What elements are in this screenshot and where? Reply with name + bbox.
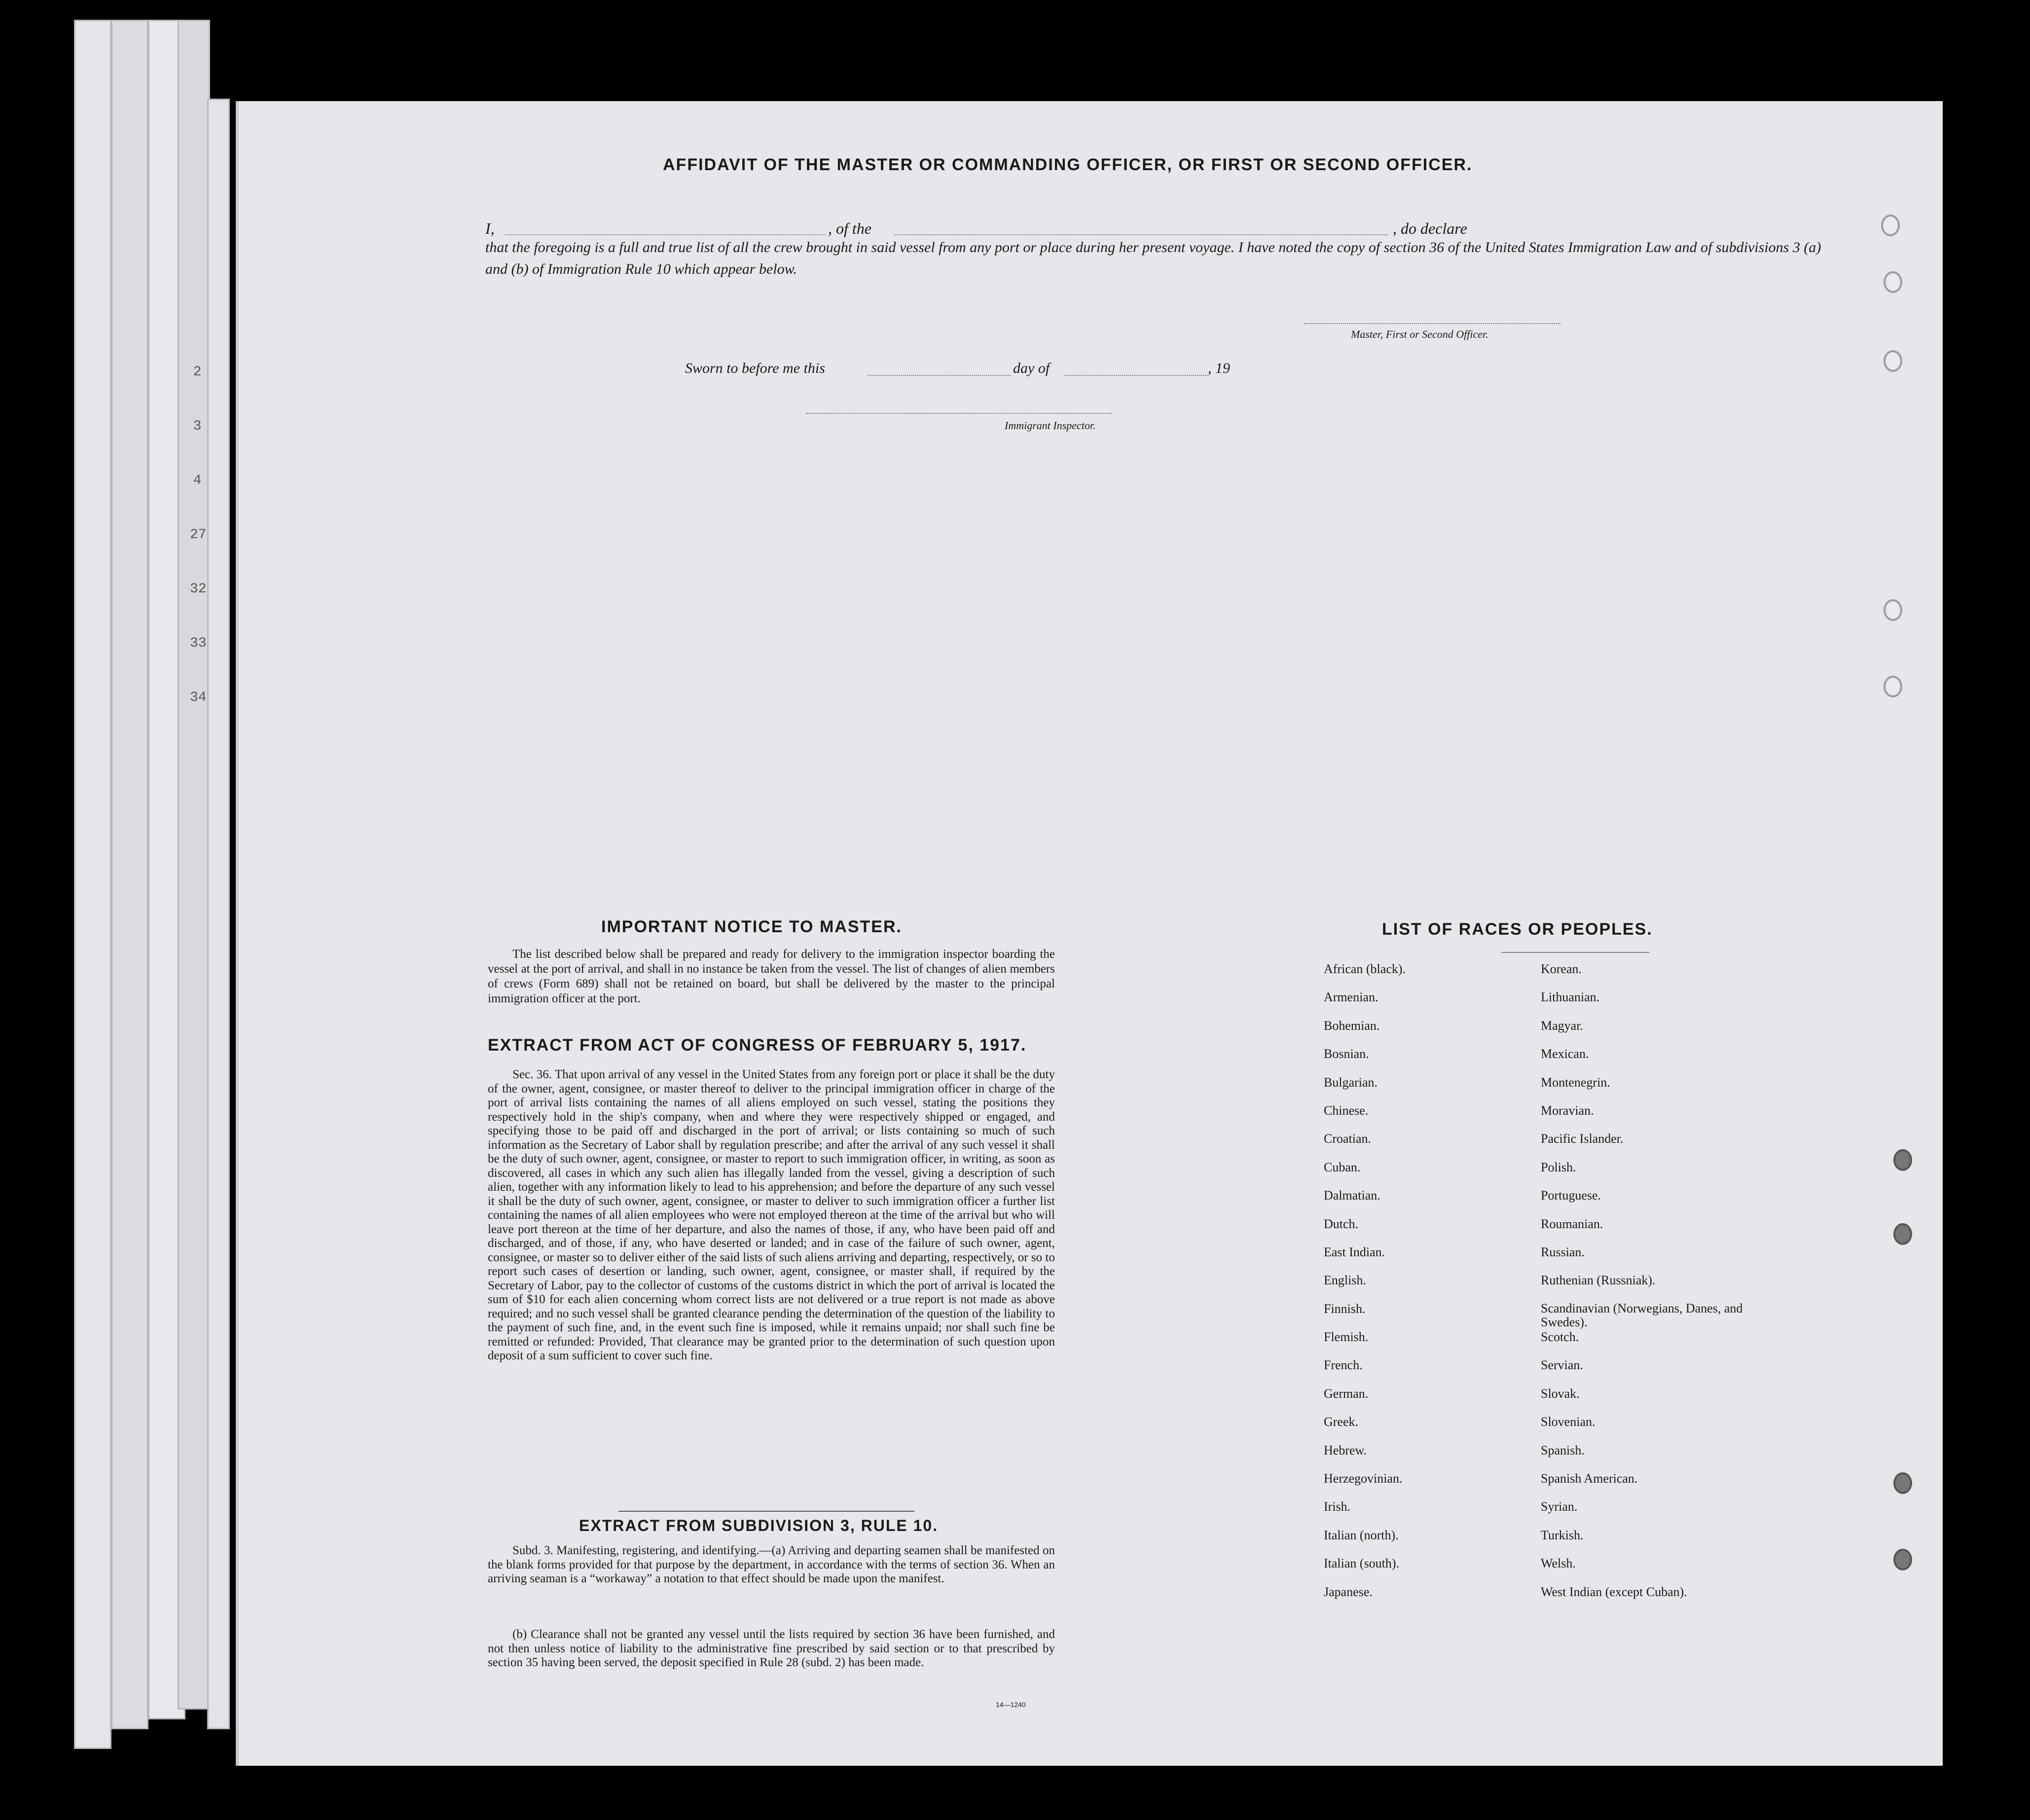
race-item: Lithuanian. (1541, 990, 1600, 1005)
page-stack-edge (178, 20, 210, 1710)
page-stack-edge (207, 99, 230, 1729)
margin-digit: 2 (193, 364, 202, 380)
race-item: Italian (north). (1324, 1528, 1399, 1542)
signature-label: Master, First or Second Officer. (1351, 328, 1488, 340)
race-item: Welsh. (1541, 1556, 1576, 1571)
punch-hole-icon (1893, 1472, 1912, 1494)
races-column-1 (1324, 962, 1406, 1613)
affidavit-declaration-line (485, 219, 1817, 239)
extract-act-text: Sec. 36. That upon arrival of any vessel in the United States from any foreign port or place it shall be the duty of the owner, agent, consignee, or master thereof to deliver to the principal immigration officer in charge of the port of arrival lists containing the names of all aliens employed on such vessel, stating the positions they respectively hold in the ship's company, when and where they were respectively shipped or engaged, and specifying those to be paid off and discharged in the port of arrival; or lists containing so much of such information as the Secretary of Labor shall by regulation prescribe; and after the arrival of any such vessel it shall be the duty of such owner, agent, consignee, or master to report to such immigration officer, in writing, as soon as discovered, all cases in which any such alien has illegally landed from the vessel, giving a description of such alien, together with any information likely to lead to his apprehension; and before the departure of any such vessel it shall be the duty of such owner, agent, consignee, or master to deliver to such immigration officer a further list containing the names of all alien employees who were not employed thereon at the time of the arrival but who will leave port thereon at the time of her departure, and also the names of those, if any, who have been paid off and discharged, and of those, if any, who have deserted or landed; and in case of the failure of such owner, agent, consignee, or master so to deliver either of the said lists of such aliens arriving and departing, respectively, or so to report such cases of desertion or landing, such owner, agent, consignee, or master shall, if required by the Secretary of Labor, pay to the collector of customs of the customs district in which the port of arrival is located the sum of $10 for each alien concerning whom correct lists are not delivered or a true report is not made as above required; and no such vessel shall be granted clearance pending the determination of the question of the liability to the payment of such fine, and, in the event such fine is imposed, while it remains unpaid; nor shall such fine be remitted or refunded: Provided, That clearance may be granted prior to the determination of such question upon deposit of a sum sufficient to cover such fine. (488, 1068, 1055, 1362)
races-column-2 (1541, 962, 1768, 1613)
punch-hole-icon (1893, 1149, 1912, 1171)
race-item: Slovenian. (1541, 1415, 1595, 1429)
race-item: Spanish American. (1541, 1471, 1638, 1486)
race-item: Polish. (1541, 1160, 1576, 1174)
punch-hole-icon (1884, 676, 1902, 697)
race-item: English. (1324, 1273, 1366, 1288)
race-item: Magyar. (1541, 1018, 1583, 1033)
vessel-name-field[interactable] (895, 234, 1388, 235)
race-item: Hebrew. (1324, 1443, 1367, 1457)
race-item: Greek. (1324, 1415, 1359, 1429)
margin-digit: 4 (193, 473, 202, 488)
race-item: Flemish. (1324, 1330, 1369, 1345)
inspector-signature-field[interactable] (806, 413, 1112, 414)
punch-hole-icon (1881, 215, 1900, 236)
punch-hole-icon (1884, 271, 1902, 293)
year-label: , 19 (1208, 360, 1230, 376)
extract-rule-text-a: Subd. 3. Manifesting, registering, and identifying.—(a) Arriving and departing seamen shall be manifested on the blank forms provided for that purpose by the department, in accordance with the terms of section 36. When an arriving seaman is a “workaway” a notation to that effect should be made upon the manifest. (488, 1544, 1055, 1585)
margin-digit: 32 (190, 582, 207, 597)
race-item: Finnish. (1324, 1301, 1366, 1316)
punch-hole-icon (1893, 1549, 1912, 1570)
race-item: Syrian. (1541, 1499, 1578, 1514)
page-stack-edge (111, 20, 148, 1729)
race-item: Portuguese. (1541, 1188, 1601, 1203)
race-item: Mexican. (1541, 1047, 1589, 1061)
extract-rule-title: EXTRACT FROM SUBDIVISION 3, RULE 10. (579, 1517, 939, 1534)
form-number: 14—1240 (996, 1701, 1026, 1709)
extract-rule-text-b: (b) Clearance shall not be granted any vessel until the lists required by section 36 have been furnished, and not then unless notice of liability to the administrative fine prescribed by said section or to that prescribed by section 35 having been served, the deposit specified in Rule 28 (subd. 2) has been made. (488, 1628, 1055, 1669)
manifest-page (236, 101, 1943, 1766)
race-item: Servian. (1541, 1358, 1583, 1373)
race-item: Italian (south). (1324, 1556, 1400, 1571)
divider (618, 1511, 914, 1512)
race-item: African (black). (1324, 962, 1406, 976)
race-item: Moravian. (1541, 1103, 1594, 1118)
punch-hole-icon (1884, 350, 1902, 372)
day-of-label: day of (1013, 360, 1050, 376)
sworn-line (685, 360, 1523, 380)
divider (1501, 952, 1649, 953)
do-declare-label: , do declare (1393, 219, 1467, 237)
margin-digit: 34 (190, 690, 207, 705)
punch-hole-icon (1884, 599, 1902, 621)
race-item: Japanese. (1324, 1584, 1373, 1599)
races-title: LIST OF RACES OR PEOPLES. (1382, 920, 1653, 939)
race-item: East Indian. (1324, 1244, 1385, 1259)
race-item: Korean. (1541, 962, 1582, 976)
race-item: Turkish. (1541, 1528, 1584, 1542)
race-item: Russian. (1541, 1244, 1585, 1259)
affidavit-body: that the foregoing is a full and true list of all the crew brought in said vessel from any port or place during her present voyage. I have noted the copy of section 36 of the United States Immigration Law and of subdivisions 3 (a) and (b) of Immigration Rule 10 which appear below. (485, 239, 1821, 277)
race-item: Scotch. (1541, 1330, 1579, 1345)
i-label: I, (485, 219, 495, 237)
race-item: German. (1324, 1386, 1369, 1401)
race-item: Montenegrin. (1541, 1075, 1610, 1090)
margin-row-numbers (190, 345, 205, 725)
extract-act-title: EXTRACT FROM ACT OF CONGRESS OF FEBRUARY 5, 1917. (488, 1036, 1027, 1055)
page-stack-edge (74, 20, 111, 1749)
race-item: Scandinavian (Norwegians, Danes, and Swedes). (1541, 1301, 1743, 1329)
race-item: Slovak. (1541, 1386, 1580, 1401)
sworn-label: Sworn to before me this (685, 360, 825, 376)
race-item: Roumanian. (1541, 1216, 1603, 1231)
race-item: Spanish. (1541, 1443, 1585, 1457)
race-item: Chinese. (1324, 1103, 1369, 1118)
race-item: Dutch. (1324, 1216, 1359, 1231)
race-item: Pacific Islander. (1541, 1131, 1624, 1146)
officer-name-field[interactable] (505, 234, 826, 235)
margin-digit: 27 (190, 527, 207, 543)
race-item: Irish. (1324, 1499, 1351, 1514)
month-field[interactable] (1065, 375, 1208, 376)
notice-title: IMPORTANT NOTICE TO MASTER. (601, 917, 902, 936)
race-item: Herzegovinian. (1324, 1471, 1403, 1486)
punch-hole-icon (1893, 1223, 1912, 1245)
race-item: Bosnian. (1324, 1047, 1369, 1061)
race-item: Ruthenian (Russniak). (1541, 1273, 1656, 1288)
of-the-label: , of the (828, 219, 871, 237)
signature-field[interactable] (1304, 323, 1560, 324)
race-item: Croatian. (1324, 1131, 1372, 1146)
margin-digit: 3 (193, 419, 202, 434)
notice-text: The list described below shall be prepared and ready for delivery to the immigration inspector boarding the vessel at the port of arrival, and shall in no instance be taken from the vessel. The list of changes of alien members of crews (Form 689) shall not be retained on board, but shall be delivered by the master to the principal immigration officer at the port. (488, 947, 1055, 1005)
affidavit-title: AFFIDAVIT OF THE MASTER OR COMMANDING OFFICER, OR FIRST OR SECOND OFFICER. (663, 155, 1473, 174)
race-item: Bohemian. (1324, 1018, 1380, 1033)
race-item: Dalmatian. (1324, 1188, 1380, 1203)
race-item: Bulgarian. (1324, 1075, 1378, 1090)
day-field[interactable] (868, 375, 1011, 376)
race-item: French. (1324, 1358, 1363, 1373)
race-item: Cuban. (1324, 1160, 1361, 1174)
race-item: West Indian (except Cuban). (1541, 1584, 1687, 1599)
inspector-label: Immigrant Inspector. (1005, 419, 1096, 432)
race-item: Armenian. (1324, 990, 1378, 1005)
margin-digit: 33 (190, 636, 207, 651)
